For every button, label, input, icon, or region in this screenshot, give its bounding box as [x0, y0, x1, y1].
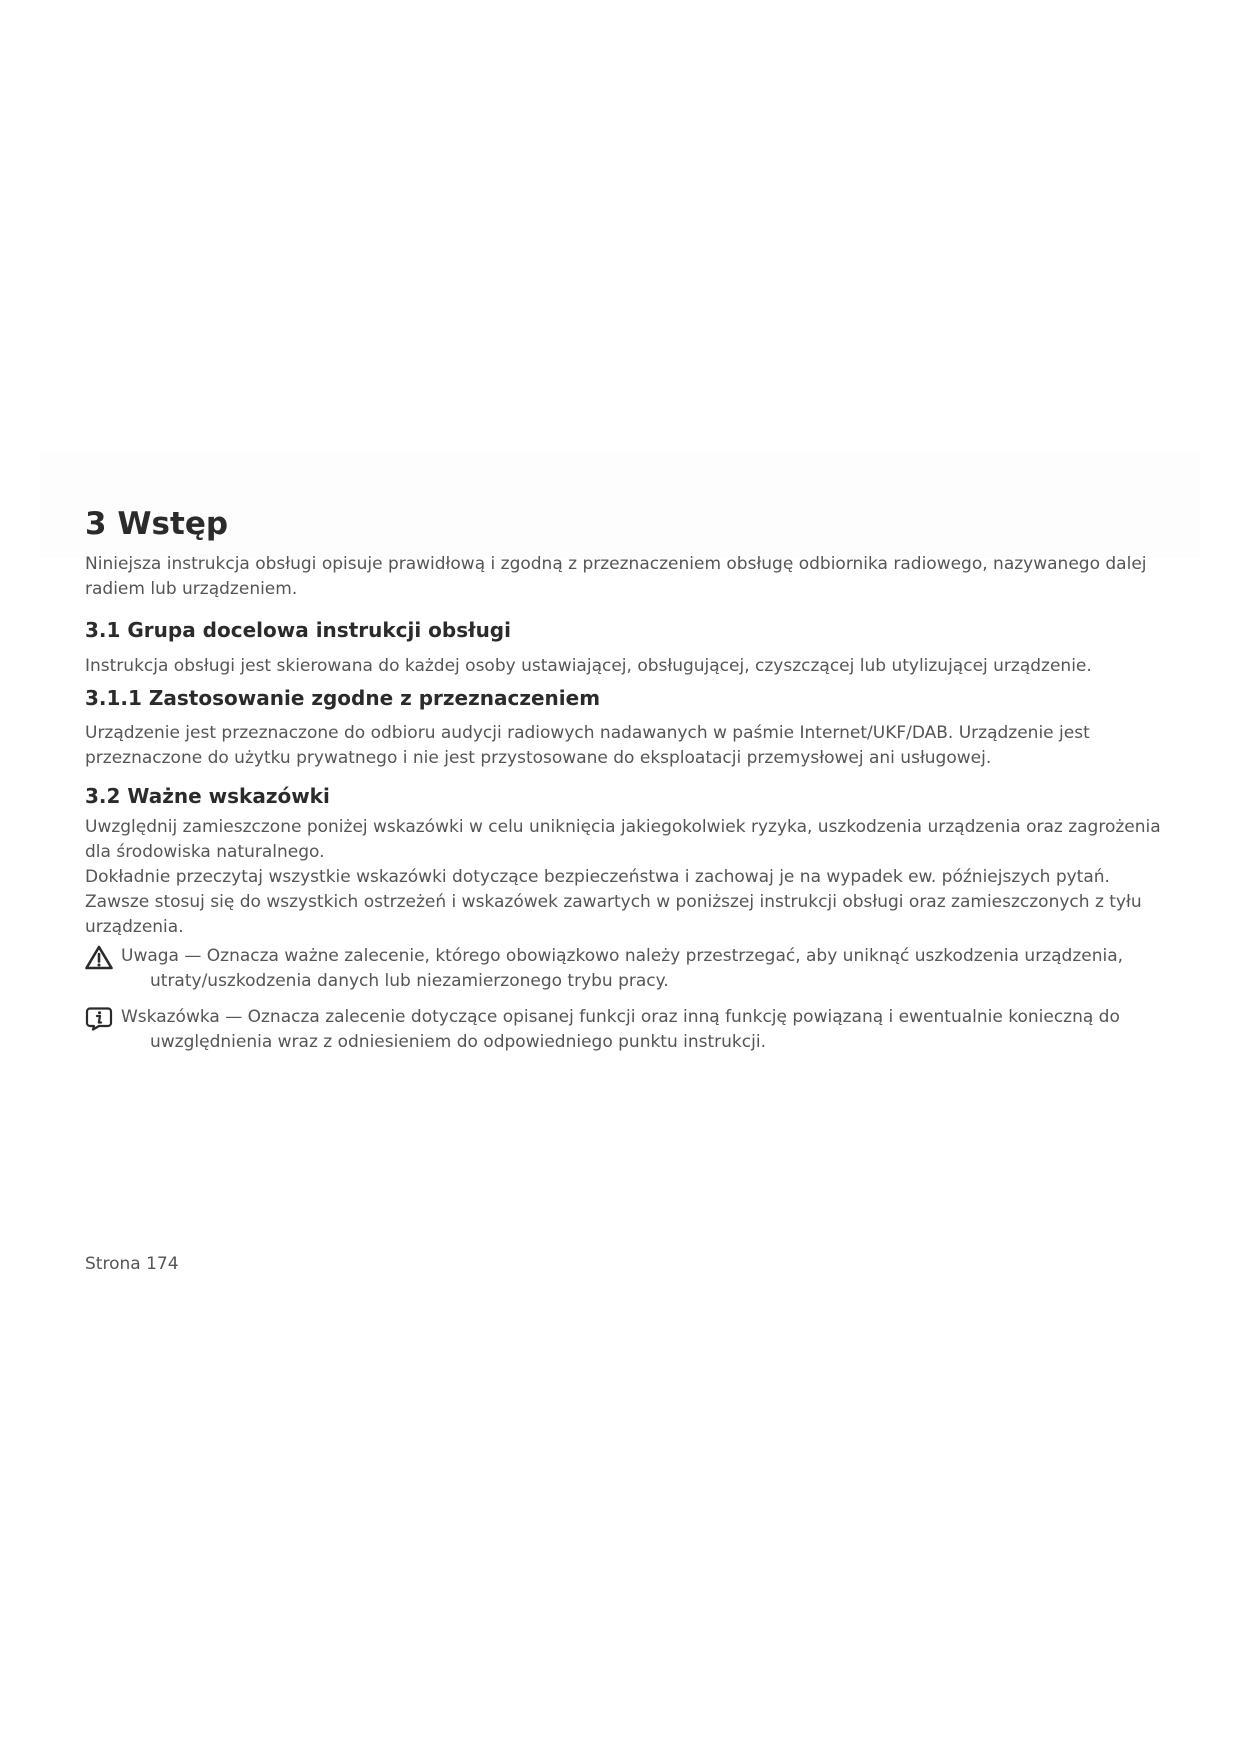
tip-note: [85, 1005, 1165, 1055]
warning-note-line-2: utraty/uszkodzenia danych lub niezamierzonego trybu pracy.: [150, 971, 669, 991]
warning-triangle-icon: [85, 945, 113, 970]
info-icon: [85, 1006, 113, 1031]
warning-note-line-1: Uwaga — Oznacza ważne zalecenie, którego obowiązkowo należy przestrzegać, aby uniknąć uszkodzenia urządzenia,: [121, 946, 1124, 966]
page-number: Strona 174: [85, 1254, 179, 1274]
section-3-2-text-2: Dokładnie przeczytaj wszystkie wskazówki dotyczące bezpieczeństwa i zachowaj je na wypadek ew. późniejszych pytań. Zawsze stosuj się do wszystkich ostrzeżeń i wskazówek zawartych w poniższej instrukcji obsługi oraz zamieszczonych z tyłu urządzenia.: [85, 867, 1142, 937]
section-3-2-text-1: Uwzględnij zamieszczone poniżej wskazówki w celu uniknięcia jakiegokolwiek ryzyka, uszkodzenia urządzenia oraz zagrożenia dla środowiska naturalnego.: [85, 817, 1161, 862]
section-3-1-text: Instrukcja obsługi jest skierowana do każdej osoby ustawiającej, obsługującej, czyszczącej lub utylizującej urządzenie.: [85, 656, 1092, 676]
warning-note: [85, 944, 1165, 994]
section-3-1-1-text: Urządzenie jest przeznaczone do odbioru audycji radiowych nadawanych w paśmie Internet/UKF/DAB. Urządzenie jest przeznaczone do użytku prywatnego i nie jest przystosowane do eksploatacji przemysłowej ani usługowej.: [85, 723, 1090, 768]
section-3-1-1-title: 3.1.1 Zastosowanie zgodne z przeznaczeniem: [85, 686, 601, 710]
chapter-title: 3 Wstęp: [85, 506, 229, 542]
tip-note-line-1: Wskazówka — Oznacza zalecenie dotyczące opisanej funkcji oraz inną funkcję powiązaną i ewentualnie konieczną do: [121, 1007, 1120, 1027]
tip-note-line-2: uwzględnienia wraz z odniesieniem do odpowiedniego punktu instrukcji.: [150, 1032, 766, 1052]
page-content: [85, 496, 1165, 1055]
chapter-intro: Niniejsza instrukcja obsługi opisuje prawidłową i zgodną z przeznaczeniem obsługę odbiornika radiowego, nazywanego dalej radiem lub urządzeniem.: [85, 554, 1147, 599]
section-3-1-title: 3.1 Grupa docelowa instrukcji obsługi: [85, 618, 511, 642]
section-3-2-title: 3.2 Ważne wskazówki: [85, 784, 330, 808]
